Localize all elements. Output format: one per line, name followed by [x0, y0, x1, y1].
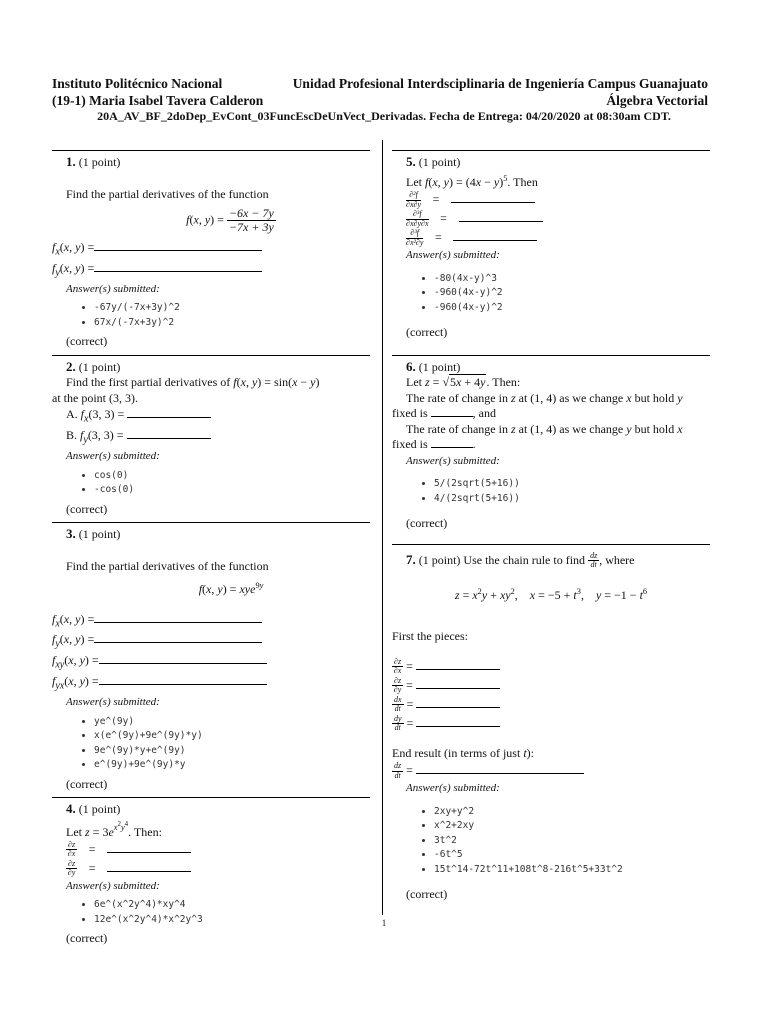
answer-row-dzdy: $\frac{\partial z}{\partial y}$ =: [52, 860, 370, 878]
status-text: (correct): [406, 887, 448, 902]
answer-row-a: A. $f_x(3$, 3) =: [52, 407, 370, 427]
submitted-answer: • ye^(9y): [94, 715, 370, 730]
problem-points: (1 point): [418, 359, 461, 374]
problem-1: [52, 150, 370, 350]
submitted-answer: • 3t^2: [434, 834, 710, 849]
rate-question-y-cont: fixed is .: [392, 437, 476, 451]
answer-row-dzdx: $\frac{\partial z}{\partial x}$ =: [52, 841, 370, 859]
answer-blank[interactable]: [459, 220, 543, 222]
pieces-label: First the pieces:: [392, 629, 468, 644]
problem-6: [392, 355, 710, 532]
answers-submitted-label: Answer(s) submitted:: [66, 879, 160, 892]
submitted-answer: • -80(4x-y)^3: [434, 272, 710, 287]
problem-points: (1 point): [78, 527, 121, 542]
status-text: (correct): [66, 501, 108, 516]
problem-number: 1.: [66, 154, 76, 169]
answer-blank[interactable]: [94, 641, 262, 643]
submitted-answers-list: [52, 715, 370, 773]
problem-prompt: Let f(x, $y) = (4x - y)^5$. Then: [406, 173, 538, 189]
submitted-answers-list: [52, 469, 370, 498]
rate-question-y: The rate of change in z at (1, 4) as we change y but hold x: [406, 421, 683, 436]
answer-blank[interactable]: [416, 772, 584, 774]
answer-row-dzdy: $\frac{\partial z}{\partial y}$ =: [392, 677, 710, 695]
answer-blank[interactable]: [127, 437, 211, 439]
answers-submitted-label: Answer(s) submitted:: [66, 282, 160, 295]
problem-points: (1 point): [418, 155, 461, 169]
answer-row-fy: $f_y(x$, y) =: [52, 261, 370, 281]
answer-row-dzdt: $\frac{dz}{dt}$ =: [392, 762, 710, 780]
institute-name: Instituto Politécnico Nacional: [52, 76, 223, 91]
answer-blank[interactable]: [107, 870, 191, 872]
submitted-answer: • 9e^(9y)*y+e^(9y): [94, 744, 370, 759]
rate-question-x: The rate of change in z at (1, 4) as we change x but hold y: [406, 390, 683, 405]
answer-blank[interactable]: [99, 683, 267, 685]
status-text: (correct): [406, 516, 448, 530]
problem-number: 3.: [66, 526, 76, 542]
submitted-answers-list: [52, 301, 370, 330]
submitted-answer: • 12e^(x^2y^4)*x^2y^3: [94, 913, 370, 928]
answer-row-fx: $f_x(x$, y) =: [52, 240, 370, 260]
problem-number: 4.: [66, 801, 76, 817]
submitted-answer: • -960(4x-y)^2: [434, 301, 710, 316]
problem-number: 6.: [406, 358, 416, 374]
unit-name: Unidad Profesional Interdsciplinaria de Ingeniería Campus Guanajuato: [292, 76, 708, 91]
submitted-answer: • -67y/(-7x+3y)^2: [94, 301, 370, 316]
rate-question-x-cont: fixed is , and: [392, 406, 496, 420]
submitted-answer: • 5/(2sqrt(5+16)): [434, 477, 710, 492]
function-display: f(x, y) = $\frac{-6x - 7y}{-7x + 3y}$: [186, 206, 274, 234]
submitted-answer: • 4/(2sqrt(5+16)): [434, 492, 710, 507]
answer-row-fxy: $\frac{\text{∂²f}}{\partial x\partial y}$ =: [392, 191, 710, 209]
problem-5: [392, 150, 710, 341]
answer-row-b: B. $f_y(3$, 3) =: [52, 428, 370, 448]
problem-prompt: Find the partial derivatives of the function: [66, 558, 269, 573]
answer-blank[interactable]: [431, 415, 473, 417]
answer-row-dxdt: $\frac{dx}{dt}$ =: [392, 696, 710, 714]
submitted-answer: • 6e^(x^2y^4)*xy^4: [94, 898, 370, 913]
problem-number: 5.: [406, 154, 416, 169]
function-display: f(x, y) = xye$^{9y}$: [198, 581, 264, 597]
answer-row-fx2y: $\frac{\text{∂³f}}{\text{∂x²∂y}}$ =: [392, 229, 710, 247]
problem-prompt: Find the first partial derivatives of f(x, y) = sin(x − y): [66, 375, 320, 390]
answer-blank[interactable]: [99, 662, 267, 664]
answers-submitted-label: Answer(s) submitted:: [66, 696, 160, 709]
equation-display: $z = x^2y + xy^2$, $x = -5 + t^3$, $y = -1 - t^6$: [454, 586, 648, 602]
answer-blank[interactable]: [94, 621, 262, 623]
submitted-answer: • cos(0): [94, 469, 370, 484]
assignment-title: 20A_AV_BF_2doDep_EvCont_03FuncEscDeUnVect_Derivadas. Fecha de Entrega: 04/20/2020 at 08:30am CDT.: [97, 109, 671, 123]
problem-prompt: Let z = √5x + 4y. Then:: [406, 375, 521, 389]
answer-blank[interactable]: [451, 201, 535, 203]
answer-row-fyx: $f_{yx}(x$, y) =: [52, 674, 370, 694]
submitted-answers-list: [392, 805, 710, 878]
submitted-answers-list: [392, 477, 710, 506]
answer-blank[interactable]: [416, 725, 500, 727]
problem-prompt: 7. (1 point) Use the chain rule to find $\frac{dz}{dt}$ , where: [406, 550, 635, 570]
problem-prompt: Let $z = 3e^{x^2y^4}$. Then:: [66, 820, 162, 839]
problem-prompt-cont: at the point (3, 3).: [52, 390, 138, 405]
answer-row-fx: $f_x(x$, y) =: [52, 612, 370, 632]
problem-prompt: Find the partial derivatives of the function: [66, 186, 269, 201]
problem-2: [52, 355, 370, 517]
answer-blank[interactable]: [453, 239, 537, 241]
answer-blank[interactable]: [107, 851, 191, 853]
status-text: (correct): [66, 931, 108, 946]
course-name: Álgebra Vectorial: [606, 93, 708, 108]
submitted-answer: • -cos(0): [94, 483, 370, 498]
problem-number: 2.: [66, 358, 76, 374]
answers-submitted-label: Answer(s) submitted:: [406, 249, 500, 261]
answer-blank[interactable]: [127, 416, 211, 418]
answers-submitted-label: Answer(s) submitted:: [406, 454, 500, 467]
status-text: (correct): [66, 334, 108, 349]
answer-row-fxyx: $\frac{\text{∂³f}}{\partial x\partial y\partial x}$ =: [392, 210, 710, 228]
page-number: 1: [381, 918, 387, 928]
submitted-answer: • 2xy+y^2: [434, 805, 710, 820]
answer-blank[interactable]: [94, 270, 262, 272]
answers-submitted-label: Answer(s) submitted:: [66, 450, 160, 463]
answer-blank[interactable]: [416, 668, 500, 670]
problem-3: [52, 522, 370, 792]
answer-row-dzdx: $\frac{\partial z}{\partial x}$ =: [392, 658, 710, 676]
status-text: (correct): [406, 325, 448, 339]
submitted-answers-list: [392, 272, 710, 316]
submitted-answer: • -960(4x-y)^2: [434, 286, 710, 301]
submitted-answer: • 15t^14-72t^11+108t^8-216t^5+33t^2: [434, 863, 710, 878]
answer-blank[interactable]: [416, 687, 500, 689]
right-column: [392, 150, 710, 908]
problem-7: [392, 544, 710, 903]
answer-row-fxy: $f_{xy}(x$, y) =: [52, 653, 370, 673]
problem-points: (1 point): [78, 802, 121, 817]
submitted-answer: • e^(9y)+9e^(9y)*y: [94, 758, 370, 773]
answers-submitted-label: Answer(s) submitted:: [406, 782, 500, 795]
column-divider: [382, 140, 383, 915]
submitted-answer: • 67x/(-7x+3y)^2: [94, 316, 370, 331]
student-name: (19-1) Maria Isabel Tavera Calderon: [52, 93, 264, 108]
answer-row-fy: $f_y(x$, y) =: [52, 632, 370, 652]
status-text: (correct): [66, 776, 108, 791]
end-result-label: End result (in terms of just t):: [392, 745, 535, 760]
answer-row-dydt: $\frac{dy}{dt}$ =: [392, 715, 710, 733]
problem-points: (1 point): [78, 155, 121, 169]
submitted-answer: • x^2+2xy: [434, 819, 710, 834]
left-column: [52, 150, 370, 952]
answer-blank[interactable]: [416, 706, 500, 708]
answer-blank[interactable]: [94, 249, 262, 251]
submitted-answer: • -6t^5: [434, 848, 710, 863]
answer-blank[interactable]: [431, 446, 473, 448]
problem-points: (1 point): [78, 359, 121, 374]
submitted-answer: • x(e^(9y)+9e^(9y)*y): [94, 729, 370, 744]
